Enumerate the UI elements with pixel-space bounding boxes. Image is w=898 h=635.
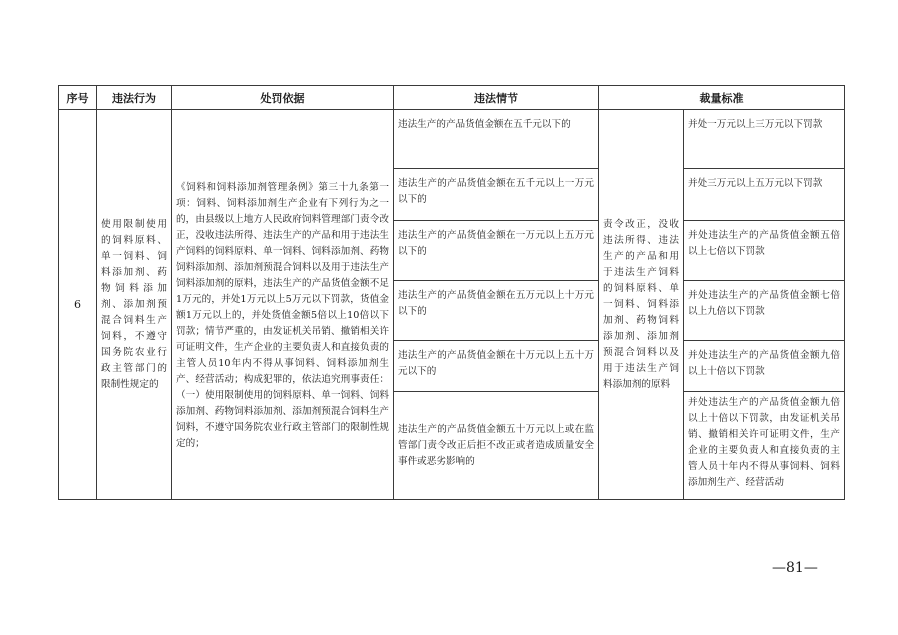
header-standard: 裁量标准 bbox=[599, 86, 845, 110]
common-measure-text: 责令改正，没收违法所得、违法生产的产品和用于违法生产饲料的饲料原料、单一饲料、饲料添加剂、药物饲料添加剂、添加剂预混合饲料以及用于违法生产饲料添加剂的原料 bbox=[603, 218, 679, 390]
circumstance-cell bbox=[394, 392, 599, 500]
basis-text: 《饲料和饲料添加剂管理条例》第三十九条第一项：饲料、饲料添加剂生产企业有下列行为之一的，由县级以上地方人民政府饲料管理部门责令改正，没收违法所得、违法生产的产品和用于违法生产饲料的饲料原料、单一饲料、饲料添加剂、药物饲料添加剂、添加剂预混合饲料以及用于违法生产饲料添加剂的原料，违法生产的产品货值金额不足1万元的，并处1万元以上5万元以下罚款，货值金额1万元以上的，并处货值金额5倍以上10倍以下罚款；情节严重的，由发证机关吊销、撤销相关许可证明文件，生产企业的主要负责人和直接负责的主管人员10年内不得从事饲料、饲料添加剂生产、经营活动；构成犯罪的，依法追究刑事责任：（一）使用限制使用的饲料原料、单一饲料、饲料添加剂、药物饲料添加剂、添加剂预混合饲料生产饲料，不遵守国务院农业行政主管部门的限制性规定的； bbox=[176, 182, 389, 449]
circumstance-text: 违法生产的产品货值金额在五千元以上一万元以下的 bbox=[398, 178, 594, 205]
circumstance-cell bbox=[394, 221, 599, 281]
standard-cell bbox=[684, 392, 845, 500]
standard-text: 并处三万元以上五万元以下罚款 bbox=[688, 178, 823, 189]
table-header-row bbox=[59, 86, 845, 110]
header-serial: 序号 bbox=[59, 86, 97, 110]
circumstance-text: 违法生产的产品货值金额在五万元以上十万元以下的 bbox=[398, 290, 594, 317]
header-circumstance: 违法情节 bbox=[394, 86, 599, 110]
standard-text: 并处违法生产的产品货值金额五倍以上七倍以下罚款 bbox=[688, 230, 840, 257]
common-measure-cell bbox=[599, 110, 684, 500]
standard-text: 并处违法生产的产品货值金额七倍以上九倍以下罚款 bbox=[688, 290, 840, 317]
table-row bbox=[59, 110, 845, 169]
violation-cell bbox=[97, 110, 172, 500]
page-number: —81— bbox=[772, 560, 818, 576]
circumstance-cell bbox=[394, 169, 599, 221]
circumstance-cell bbox=[394, 341, 599, 392]
circumstance-text: 违法生产的产品货值金额在十万元以上五十万元以下的 bbox=[398, 350, 594, 377]
penalty-table bbox=[58, 85, 845, 500]
basis-cell bbox=[172, 110, 394, 500]
standard-cell bbox=[684, 110, 845, 169]
serial-number: 6 bbox=[59, 110, 97, 500]
circumstance-text: 违法生产的产品货值金额在五千元以下的 bbox=[398, 119, 571, 130]
standard-cell bbox=[684, 281, 845, 341]
header-violation: 违法行为 bbox=[97, 86, 172, 110]
standard-cell bbox=[684, 341, 845, 392]
standard-text: 并处违法生产的产品货值金额九倍以上十倍以下罚款，由发证机关吊销、撤销相关许可证明文件，生产企业的主要负责人和直接负责的主管人员十年内不得从事饲料、饲料添加剂生产、经营活动 bbox=[688, 397, 840, 488]
standard-cell bbox=[684, 221, 845, 281]
circumstance-cell bbox=[394, 281, 599, 341]
circumstance-cell bbox=[394, 110, 599, 169]
circumstance-text: 违法生产的产品货值金额在一万元以上五万元以下的 bbox=[398, 230, 594, 257]
header-basis: 处罚依据 bbox=[172, 86, 394, 110]
standard-text: 并处一万元以上三万元以下罚款 bbox=[688, 119, 823, 130]
circumstance-text: 违法生产的产品货值金额五十万元以上或在监管部门责令改正后拒不改正或者造成质量安全事件或恶劣影响的 bbox=[398, 423, 594, 467]
standard-cell bbox=[684, 169, 845, 221]
violation-text: 使用限制使用的饲料原料、单一饲料、饲料添加剂、药物饲料添加剂、添加剂预混合饲料生产饲料，不遵守国务院农业行政主管部门的限制性规定的 bbox=[101, 218, 167, 390]
standard-text: 并处违法生产的产品货值金额九倍以上十倍以下罚款 bbox=[688, 350, 840, 377]
